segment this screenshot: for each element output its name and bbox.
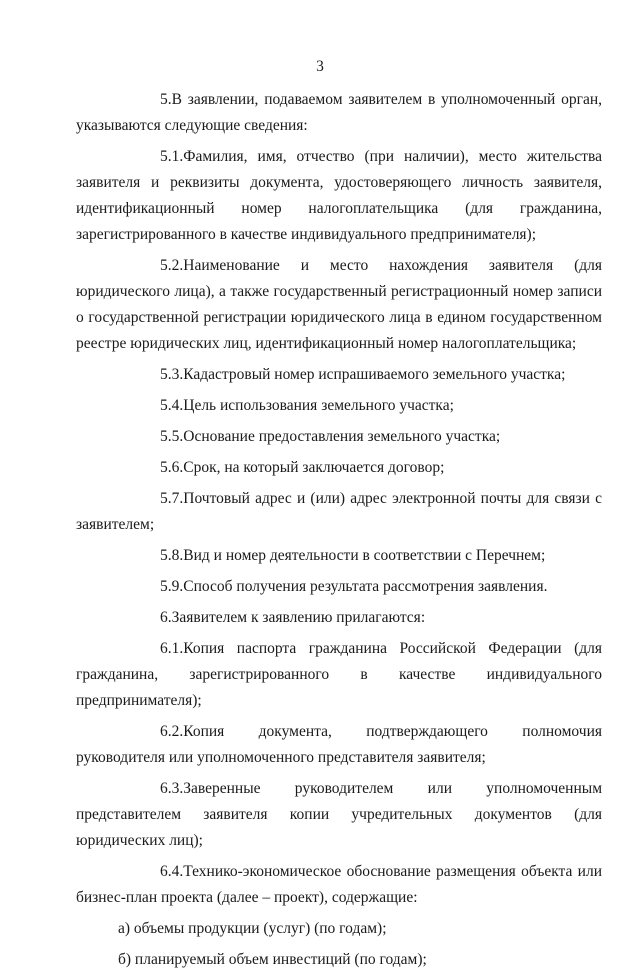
paragraph-6-2 <box>76 719 602 771</box>
paragraph-number: 5.1. <box>160 148 184 165</box>
paragraph-text: Вид и номер деятельности в соответствии с Перечнем; <box>183 547 546 564</box>
paragraph-text: Технико-экономическое обоснование размещения объекта или бизнес-план проекта (далее – проект), содержащие: <box>76 863 602 906</box>
paragraph-text: Копия документа, подтверждающего полномочия руководителя или уполномоченного представителя заявителя; <box>76 723 602 766</box>
paragraph-number: 5.4. <box>160 397 184 414</box>
paragraph-5 <box>76 87 602 139</box>
paragraph-text: Фамилия, имя, отчество (при наличии), место жительства заявителя и реквизиты документа, удостоверяющего личность заявителя, идентификационный номер налогоплательщика (для гражданина, зарегистрированного в качестве индивидуального предпринимателя); <box>76 148 602 243</box>
paragraph-number: 5. <box>160 91 172 108</box>
paragraph-number: 5.8. <box>160 547 184 564</box>
paragraph-text: Цель использования земельного участка; <box>183 397 454 414</box>
page-number: 3 <box>316 58 324 75</box>
paragraph-number: 5.3. <box>160 366 184 383</box>
paragraph-number: 6.3. <box>160 780 184 797</box>
paragraph-5-7 <box>76 486 602 538</box>
paragraph-5-9 <box>76 574 602 600</box>
paragraph-number: 5.2. <box>160 257 184 274</box>
paragraph-number: 5.9. <box>160 578 184 595</box>
paragraph-text: Кадастровый номер испрашиваемого земельного участка; <box>183 366 566 383</box>
paragraph-text: Заявителем к заявлению прилагаются: <box>171 609 426 626</box>
subitem-a: а) объемы продукции (услуг) (по годам); <box>118 920 387 937</box>
paragraph-number: 6.2. <box>160 723 184 740</box>
paragraph-5-4 <box>76 393 602 419</box>
paragraph-5-1 <box>76 144 602 248</box>
paragraph-6-4 <box>76 859 602 911</box>
paragraph-text: Срок, на который заключается договор; <box>183 459 445 476</box>
paragraph-number: 5.5. <box>160 428 184 445</box>
paragraph-5-2 <box>76 253 602 357</box>
paragraph-number: 6. <box>160 609 172 626</box>
paragraph-text: Способ получения результата рассмотрения заявления. <box>183 578 548 595</box>
paragraph-5-5 <box>76 424 602 450</box>
paragraph-text: Наименование и место нахождения заявителя (для юридического лица), а также государственный регистрационный номер записи о государственной регистрации юридического лица в едином государственном реестре юридических лиц, идентификационный номер налогоплательщика; <box>76 257 602 352</box>
paragraph-number: 6.1. <box>160 640 184 657</box>
paragraph-6-1 <box>76 636 602 714</box>
paragraph-number: 6.4. <box>160 863 184 880</box>
document-body <box>76 87 602 978</box>
paragraph-5-6 <box>76 455 602 481</box>
subitem-b: б) планируемый объем инвестиций (по годам); <box>118 951 427 968</box>
paragraph-text: В заявлении, подаваемом заявителем в уполномоченный орган, указываются следующие сведения: <box>76 91 602 134</box>
paragraph-text: Копия паспорта гражданина Российской Федерации (для гражданина, зарегистрированного в качестве индивидуального предпринимателя); <box>76 640 602 709</box>
paragraph-6 <box>76 605 602 631</box>
paragraph-5-8 <box>76 543 602 569</box>
paragraph-number: 5.7. <box>160 490 184 507</box>
paragraph-text: Основание предоставления земельного участка; <box>183 428 501 445</box>
paragraph-text: Почтовый адрес и (или) адрес электронной почты для связи с заявителем; <box>76 490 602 533</box>
paragraph-5-3 <box>76 362 602 388</box>
paragraph-number: 5.6. <box>160 459 184 476</box>
paragraph-6-3 <box>76 776 602 854</box>
paragraph-text: Заверенные руководителем или уполномоченным представителем заявителя копии учредительных документов (для юридических лиц); <box>76 780 602 849</box>
